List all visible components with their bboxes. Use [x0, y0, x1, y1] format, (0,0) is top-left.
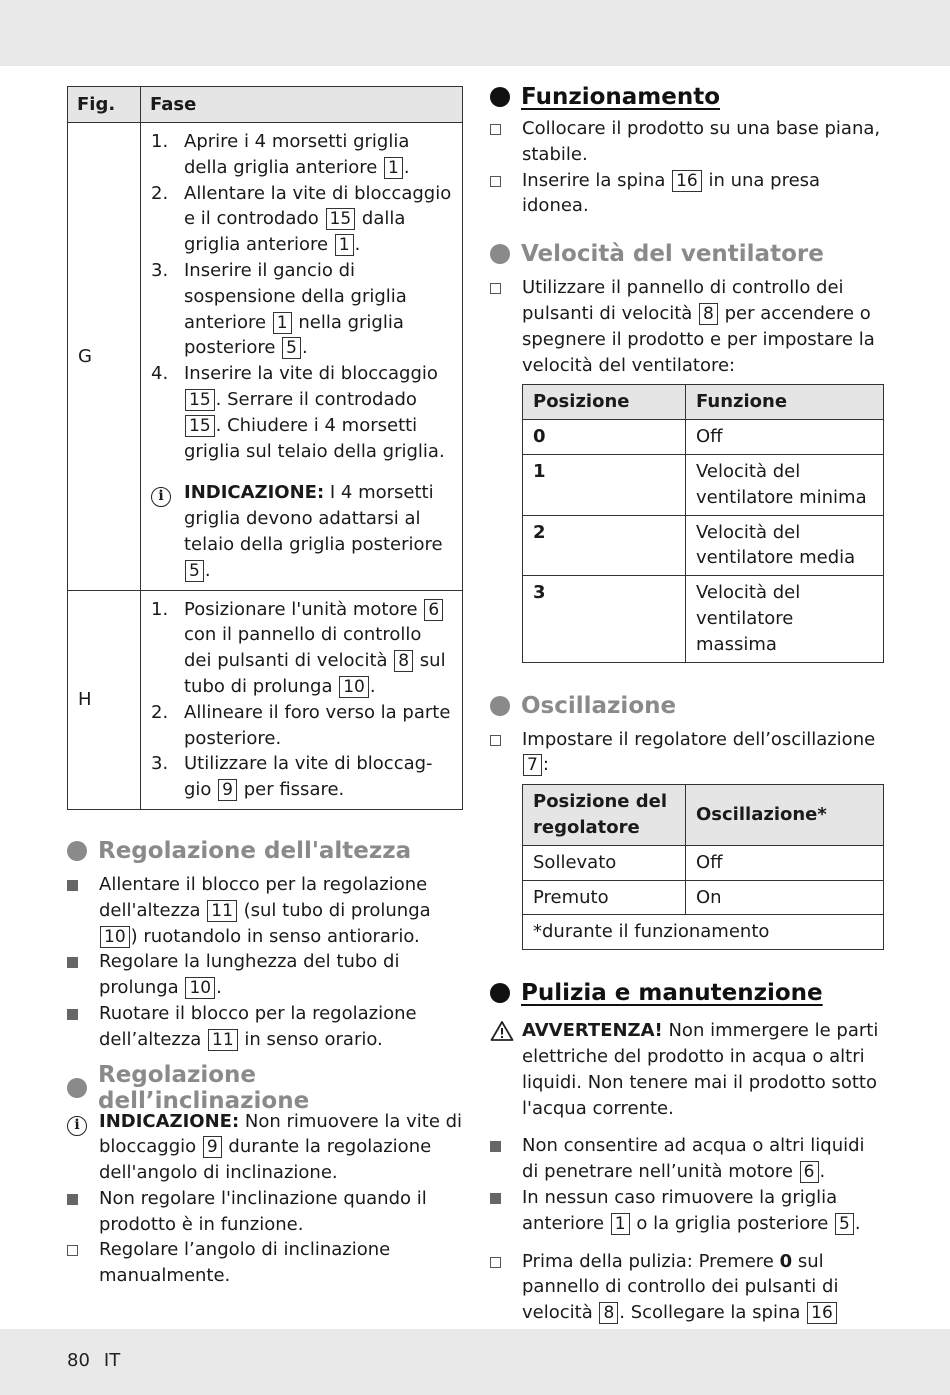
note-g: i INDICAZIONE: I 4 morsetti griglia devono adattarsi al telaio della griglia posteriore 5 .: [141, 470, 462, 589]
list-item: Non consentire ad acqua o altri liquidi di penetrare nell’unità motore 6 .: [490, 1133, 885, 1185]
step-g3: 3. Inserire il gancio di sospensione della griglia anteriore 1 nella griglia posteriore 5 .: [151, 259, 407, 359]
fase-h: [141, 590, 463, 809]
step-g2: 2. Allentare la vite di bloccaggio e il controdado 15 dalla griglia anteriore 1 .: [151, 182, 452, 256]
bullet-dot-icon: [490, 983, 510, 1003]
table-cell: Velocità del ventilatore media: [686, 515, 884, 576]
fase-g: [141, 123, 463, 591]
step-g1: 1. Aprire i 4 morsetti griglia della griglia anteriore 1 .: [151, 131, 410, 178]
fig-label-h: H: [68, 590, 141, 809]
bullet-dot-icon: [490, 87, 510, 107]
warning-block: AVVERTENZA! Non immergere le parti elettriche del prodotto in acqua o altri liquidi. Non tenere mai il prodotto sotto l'acqua corrente.: [490, 1018, 885, 1121]
assembly-table: [67, 86, 463, 810]
step-g4: 4. Inserire la vite di bloccaggio 15 . Serrare il controdado 15 . Chiudere i 4 morsetti griglia sul telaio della griglia.: [151, 363, 445, 462]
open-square-icon: [490, 1257, 501, 1268]
heading-altezza: Regolazione dell'altezza: [67, 836, 463, 866]
list-item: Impostare il regolatore dell’oscillazione 7 :: [490, 727, 885, 779]
open-square-icon: [490, 124, 501, 135]
warning-triangle-icon: [490, 1020, 514, 1042]
language-code: IT: [103, 1350, 121, 1371]
page-footer: [67, 1350, 134, 1371]
oscillation-table: [522, 784, 884, 950]
list-item: Collocare il prodotto su una base piana, stabile.: [490, 116, 885, 168]
table-footnote: *durante il funzionamento: [523, 915, 884, 950]
bullet-dot-icon: [490, 696, 510, 716]
open-square-icon: [490, 176, 501, 187]
table-cell: 1: [523, 454, 686, 515]
left-column: [67, 86, 463, 1289]
col-header-oscillazione: Oscillazione*: [686, 785, 884, 846]
table-cell: Velocità del ventilatore minima: [686, 454, 884, 515]
heading-pulizia: Pulizia e manutenzione: [490, 978, 885, 1008]
list-item: In nessun caso rimuovere la griglia anteriore 1 o la griglia posteriore 5 .: [490, 1185, 885, 1237]
heading-velocita: Velocità del ventilatore: [490, 239, 885, 269]
filled-square-icon: [490, 1141, 501, 1152]
fig-label-g: G: [68, 123, 141, 591]
top-band: [0, 0, 950, 66]
table-cell: Off: [686, 845, 884, 880]
table-cell: 3: [523, 576, 686, 662]
step-h1: 1. Posizionare l'unità motore 6 con il pannello di controllo dei pulsanti di velocità 8 sul tubo di prolunga 10 .: [151, 598, 446, 697]
table-cell: Velocità del ventilatore massima: [686, 576, 884, 662]
table-cell: Off: [686, 420, 884, 455]
step-h3: 3. Utilizzare la vite di bloccag-gio 9 per fissare.: [151, 753, 433, 801]
filled-square-icon: [67, 880, 78, 891]
bullet-dot-icon: [67, 841, 87, 861]
right-column: [490, 82, 885, 1395]
filled-square-icon: [67, 957, 78, 968]
page-number: 80: [67, 1350, 90, 1371]
list-item: Regolare la lunghezza del tubo di prolunga 10 .: [67, 949, 463, 1001]
col-header-posizione: Posizione: [523, 385, 686, 420]
bullet-dot-icon: [490, 244, 510, 264]
list-item: Prima della pulizia: Premere 0 sul pannello di controllo dei pulsanti di velocità 8 . Scollegare la spina 16: [490, 1249, 885, 1352]
list-item: Non regolare l'inclinazione quando il prodotto è in funzione.: [67, 1186, 463, 1238]
bullet-dot-icon: [67, 1078, 87, 1098]
filled-square-icon: [67, 1009, 78, 1020]
note-inclinazione: i INDICAZIONE: Non rimuovere la vite di bloccaggio 9 durante la regolazione dell'angolo di inclinazione.: [67, 1109, 463, 1186]
open-square-icon: [67, 1245, 78, 1256]
heading-oscillazione: Oscillazione: [490, 691, 885, 721]
heading-inclinazione: Regolazione dell’inclinazione: [67, 1073, 463, 1103]
table-cell: 0: [523, 420, 686, 455]
fig-header: Fig.: [68, 87, 141, 123]
fase-header: Fase: [141, 87, 463, 123]
filled-square-icon: [490, 1193, 501, 1204]
open-square-icon: [490, 283, 501, 294]
list-item: Utilizzare il pannello di controllo dei pulsanti di velocità 8 per accendere o spegnere il prodotto e per impostare la velocità del ventilatore:: [490, 275, 885, 378]
filled-square-icon: [67, 1194, 78, 1205]
col-header-posizione-regolatore: Posizione del regolatore: [523, 785, 686, 846]
table-cell: On: [686, 880, 884, 915]
bottom-band: [0, 1329, 950, 1395]
heading-funzionamento: Funzionamento: [490, 82, 885, 112]
list-item: Allentare il blocco per la regolazione dell'altezza 11 (sul tubo di prolunga 10 ) ruotandolo in senso antiorario.: [67, 872, 463, 949]
list-item: Inserire la spina 16 in una presa idonea.: [490, 168, 885, 220]
table-cell: Premuto: [523, 880, 686, 915]
info-icon: i: [67, 1116, 87, 1136]
table-cell: 2: [523, 515, 686, 576]
info-icon: i: [151, 487, 171, 507]
list-item: Regolare l’angolo di inclinazione manualmente.: [67, 1237, 463, 1289]
open-square-icon: [490, 735, 501, 746]
speed-table: [522, 384, 884, 662]
table-cell: Sollevato: [523, 845, 686, 880]
col-header-funzione: Funzione: [686, 385, 884, 420]
step-h2: 2. Allineare il foro verso la parte posteriore.: [151, 701, 451, 749]
list-item: Ruotare il blocco per la regolazione dell’altezza 11 in senso orario.: [67, 1001, 463, 1053]
